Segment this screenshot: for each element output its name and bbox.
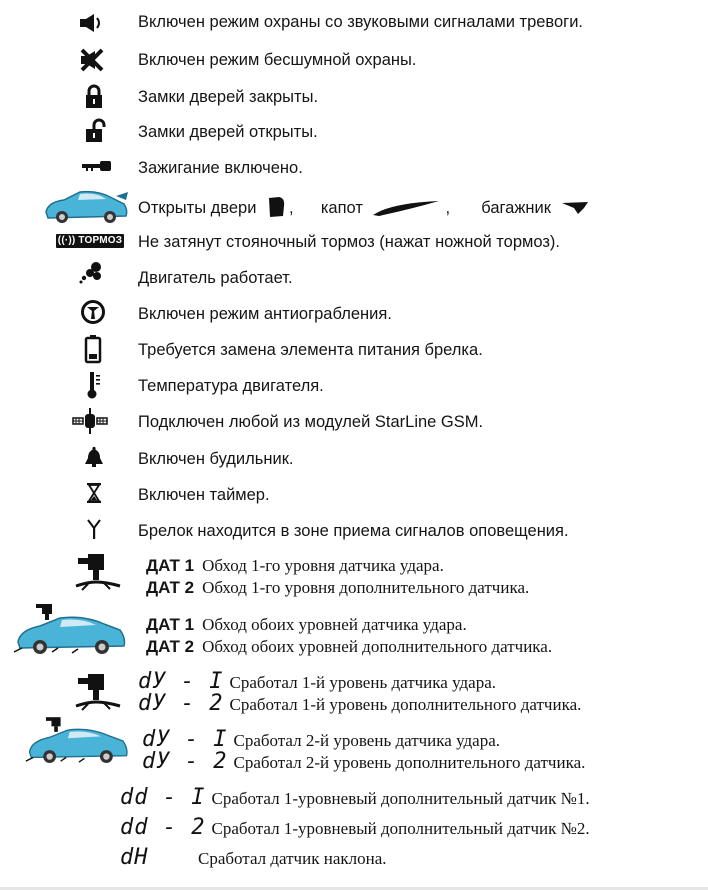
dy1-code-2: dУ - I bbox=[142, 727, 228, 752]
satellite-icon bbox=[72, 406, 108, 436]
car-open-icon bbox=[42, 186, 130, 226]
opened-doors-row: Открыты двери , капот , багажник bbox=[138, 196, 590, 218]
triggered-extra2-row: dd - 2 Сработал 1-уровневый дополнительный датчик №2. bbox=[120, 815, 590, 840]
dat2-label: ДАТ 2 bbox=[146, 578, 195, 597]
doors-locked-text: Замки дверей закрыты. bbox=[138, 88, 319, 106]
hourglass-icon bbox=[86, 482, 102, 504]
dd1-code: dd - I bbox=[120, 785, 206, 810]
opened-doors-label: Открыты двери bbox=[138, 199, 257, 217]
muted-speaker-icon bbox=[78, 48, 106, 72]
triggered-level1-extra-row: dУ - 2 Сработал 1-й уровень дополнительного датчика. bbox=[138, 691, 582, 716]
triggered-level2-extra-row: dУ - 2 Сработал 2-й уровень дополнительного датчика. bbox=[142, 749, 586, 774]
temperature-text: Температура двигателя. bbox=[138, 377, 324, 395]
bypass-one-extra-row: ДАТ 2 Обход 1-го уровня дополнительного датчика. bbox=[146, 578, 530, 597]
gsm-text: Подключен любой из модулей StarLine GSM. bbox=[138, 413, 484, 431]
bell-icon bbox=[84, 446, 104, 468]
triggered-level2-shock-row: dУ - I Сработал 2-й уровень датчика удара. bbox=[142, 727, 500, 752]
bypass-both-shock-row: ДАТ 1 Обход обоих уровней датчика удара. bbox=[146, 615, 467, 634]
triggered-extra1-row: dd - I Сработал 1-уровневый дополнительный датчик №1. bbox=[120, 785, 590, 810]
dd2-code: dd - 2 bbox=[120, 815, 206, 840]
dat1-label: ДАТ 1 bbox=[146, 556, 195, 575]
trunk-icon bbox=[560, 200, 590, 216]
speaker-icon bbox=[78, 12, 104, 34]
doors-unlocked-text: Замки дверей открыты. bbox=[138, 123, 318, 141]
dy2-code-2: dУ - 2 bbox=[142, 749, 228, 774]
dat2-label-2: ДАТ 2 bbox=[146, 637, 195, 656]
triggered-level1-shock-row: dУ - I Сработал 1-й уровень датчика удара. bbox=[138, 669, 496, 694]
hood-label: капот bbox=[320, 199, 363, 217]
range-text: Брелок находится в зоне приема сигналов оповещения. bbox=[138, 522, 569, 540]
antirobbery-icon bbox=[80, 299, 106, 325]
bypass-one-shock-row: ДАТ 1 Обход 1-го уровня датчика удара. bbox=[146, 556, 444, 575]
battery-text: Требуется замена элемента питания брелка. bbox=[138, 341, 483, 359]
car-shock-icon bbox=[12, 604, 130, 656]
car-shock-icon-2 bbox=[24, 716, 132, 766]
lock-open-icon bbox=[84, 118, 106, 144]
thermometer-icon bbox=[86, 370, 102, 400]
dh-code: dH bbox=[120, 845, 149, 870]
lock-closed-icon bbox=[84, 84, 104, 110]
antenna-icon bbox=[86, 518, 102, 540]
battery-icon bbox=[84, 334, 102, 364]
trunk-label: багажник bbox=[481, 199, 551, 217]
exhaust-smoke-icon bbox=[78, 260, 104, 286]
triggered-tilt-row: dH Сработал датчик наклона. bbox=[120, 845, 387, 870]
door-icon bbox=[267, 196, 287, 218]
parking-brake-text: Не затянут стояночный тормоз (нажат ножной тормоз). bbox=[138, 233, 560, 251]
hood-icon bbox=[371, 199, 441, 217]
timer-text: Включен таймер. bbox=[138, 486, 270, 504]
shock-sensor-icon-2 bbox=[74, 672, 124, 712]
tormoz-badge: ((·)) ТОРМОЗ bbox=[57, 235, 123, 246]
bypass-both-extra-row: ДАТ 2 Обход обоих уровней дополнительного датчика. bbox=[146, 637, 553, 656]
dy1-code: dУ - I bbox=[138, 669, 224, 694]
alarm-sound-text: Включен режим охраны со звуковыми сигналами тревоги. bbox=[138, 13, 583, 31]
engine-running-text: Двигатель работает. bbox=[138, 269, 293, 287]
antirobbery-text: Включен режим антиограбления. bbox=[138, 305, 392, 323]
shock-sensor-icon bbox=[74, 552, 124, 592]
key-icon bbox=[82, 160, 112, 172]
silent-alarm-text: Включен режим бесшумной охраны. bbox=[138, 51, 417, 69]
dat1-label-2: ДАТ 1 bbox=[146, 615, 195, 634]
alarm-clock-text: Включен будильник. bbox=[138, 450, 294, 468]
ignition-text: Зажигание включено. bbox=[138, 159, 303, 177]
dy2-code: dУ - 2 bbox=[138, 691, 224, 716]
